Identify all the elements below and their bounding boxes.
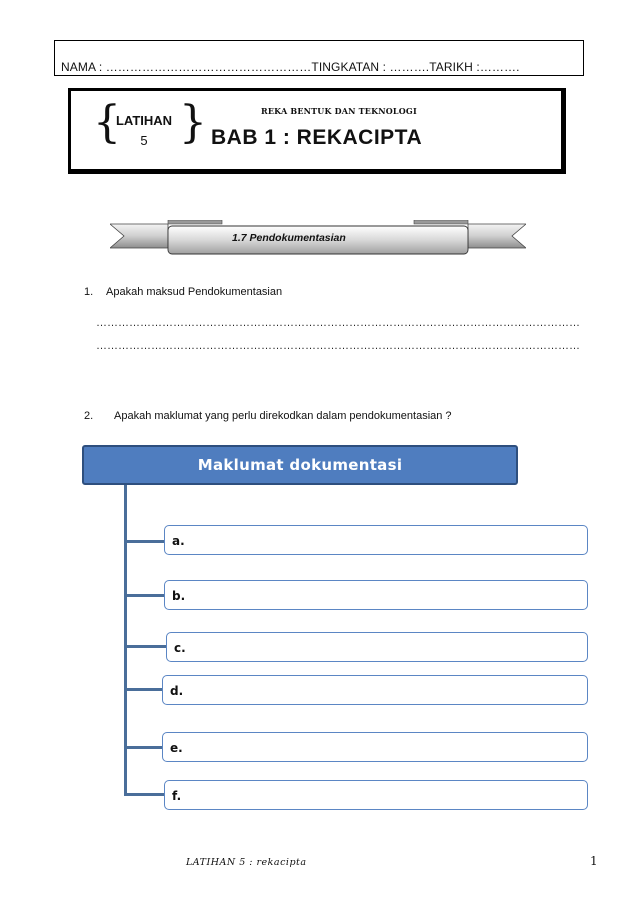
info-item-a[interactable] bbox=[164, 525, 588, 555]
info-item-a-label: a. bbox=[172, 534, 185, 548]
latihan-label: LATIHAN bbox=[115, 113, 173, 128]
tree-connector-f bbox=[124, 793, 166, 796]
right-brace: } bbox=[179, 97, 207, 148]
student-info-box bbox=[54, 40, 584, 76]
info-item-f[interactable] bbox=[164, 780, 588, 810]
info-item-d[interactable] bbox=[162, 675, 588, 705]
footer-text: LATIHAN 5 : rekacipta bbox=[186, 857, 307, 868]
question-1-number: 1. bbox=[84, 286, 94, 298]
tree-connector-a bbox=[124, 540, 166, 543]
tree-connector-d bbox=[124, 688, 166, 691]
question-2-text: Apakah maklumat yang perlu direkodkan dalam pendokumentasian ? bbox=[114, 410, 452, 422]
answer-line-1[interactable]: …………………………………………………………………………………………………………………… bbox=[96, 317, 580, 329]
info-item-e[interactable] bbox=[162, 732, 588, 762]
question-2-number: 2. bbox=[84, 410, 94, 422]
info-item-c-label: c. bbox=[174, 641, 186, 655]
title-box bbox=[68, 88, 566, 174]
latihan-number: 5 bbox=[140, 133, 148, 148]
student-info-line: NAMA : ……………………………………………TINGKATAN : ……….TARIKH :………. bbox=[61, 60, 520, 74]
section-banner-label: 1.7 Pendokumentasian bbox=[232, 232, 346, 244]
answer-line-2[interactable]: …………………………………………………………………………………………………………………… bbox=[96, 340, 580, 352]
info-item-e-label: e. bbox=[170, 741, 183, 755]
left-brace: { bbox=[93, 97, 121, 148]
tree-connector-c bbox=[124, 645, 166, 648]
info-item-f-label: f. bbox=[172, 789, 182, 803]
info-item-b-label: b. bbox=[172, 589, 186, 603]
question-1-text: Apakah maksud Pendokumentasian bbox=[106, 286, 283, 298]
info-item-b[interactable] bbox=[164, 580, 588, 610]
page-number: 1 bbox=[590, 854, 598, 868]
tree-connector-e bbox=[124, 746, 166, 749]
info-item-c[interactable] bbox=[166, 632, 588, 662]
tree-connector-b bbox=[124, 594, 166, 597]
subject-title: REKA BENTUK DAN TEKNOLOGI bbox=[261, 106, 417, 116]
chapter-title: BAB 1 : REKACIPTA bbox=[211, 126, 423, 149]
documentation-info-title: Maklumat dokumentasi bbox=[197, 456, 403, 474]
documentation-info-header bbox=[82, 445, 518, 485]
info-item-d-label: d. bbox=[170, 684, 184, 698]
